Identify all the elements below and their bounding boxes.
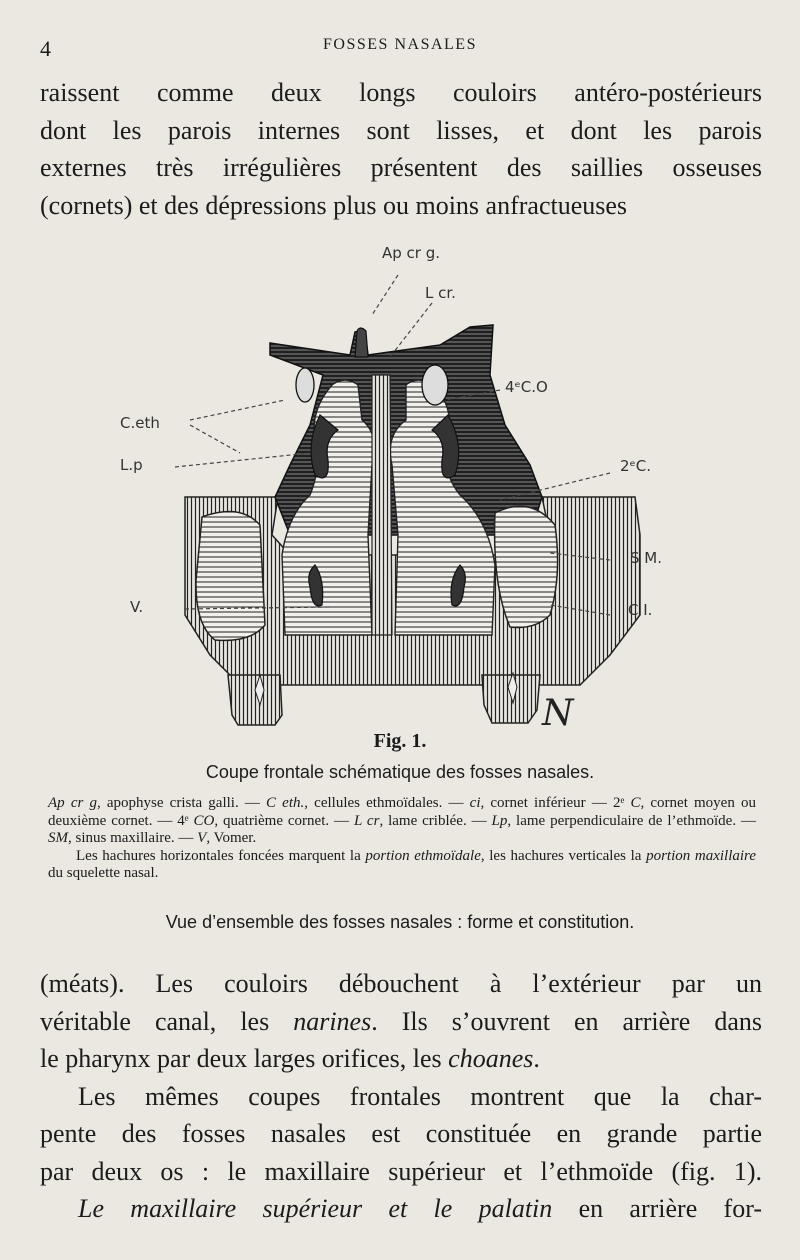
intro-paragraph	[40, 74, 762, 224]
legend-abbreviations: Ap cr g, apophyse crista galli. — C eth., cellules ethmoïdales. — ci, cornet inférieur — 2ᵉ C, cornet moyen ou deuxième cornet. — 4ᵉ CO, quatrième cornet. — L cr, lame criblée. — Lp, lame perpendiculaire de l’ethmoïde. — SM, sinus maxillaire. — V, Vomer.	[48, 795, 756, 846]
text-line: Le maxillaire supérieur et le palatin en arrière for-	[78, 1194, 763, 1223]
label-sm: S M.	[630, 549, 662, 567]
legend-hatching-note: Les hachures horizontales foncées marquent la portion ethmoïdale, les hachures verticales la portion maxillaire du squelette nasal.	[48, 847, 756, 881]
text-line: véritable canal, les narines. Ils s’ouvrent en arrière dans	[40, 1006, 762, 1036]
nasal-septum	[372, 375, 392, 635]
crista-galli	[355, 328, 368, 357]
text-line: Les mêmes coupes frontales montrent que la char-	[78, 1081, 762, 1111]
nasal-section-figure	[110, 235, 710, 755]
label-c-eth: C.eth	[120, 414, 160, 432]
figure-legend	[48, 795, 756, 883]
label-l-cr: L cr.	[425, 284, 456, 302]
ethmoid-cell-left	[296, 368, 314, 402]
figure-number: Fig. 1.	[373, 730, 427, 752]
running-title: FOSSES NASALES	[323, 36, 477, 53]
left-maxillary-sinus	[196, 512, 265, 641]
label-2-c: 2ᵉC.	[620, 457, 652, 475]
text-line: pente des fosses nasales est constituée en grande partie	[40, 1119, 762, 1148]
summary-caption: Vue d’ensemble des fosses nasales : forme et constitution.	[165, 912, 635, 932]
label-l-p: L.p	[120, 456, 143, 474]
closing-paragraph	[40, 965, 762, 1228]
engraver-signature: N	[542, 693, 574, 734]
figure-caption: Coupe frontale schématique des fosses nasales.	[205, 762, 595, 782]
label-v: V.	[130, 598, 144, 616]
label-4-co: 4ᵉC.O	[505, 378, 548, 396]
text-line: dont les parois internes sont lisses, et dont les parois	[40, 115, 762, 145]
text-line: raissent comme deux longs couloirs antéro-postérieurs	[40, 78, 762, 107]
label-ap-cr-g: Ap cr g.	[382, 244, 441, 262]
text-line: (méats). Les couloirs débouchent à l’extérieur par un	[40, 969, 762, 998]
ethmoid-cell-right	[422, 365, 448, 405]
text-line: (cornets) et des dépressions plus ou moins anfractueuses	[40, 190, 628, 220]
left-alveolar-process	[228, 675, 282, 725]
text-line: par deux os : le maxillaire supérieur et l’ethmoïde (fig. 1).	[40, 1156, 762, 1186]
right-maxillary-sinus	[495, 506, 558, 627]
text-line: externes très irrégulières présentent des saillies osseuses	[40, 153, 762, 182]
page-number: 4	[40, 36, 51, 61]
label-ci: C I.	[628, 601, 653, 619]
text-line: le pharynx par deux larges orifices, les choanes.	[40, 1044, 540, 1073]
